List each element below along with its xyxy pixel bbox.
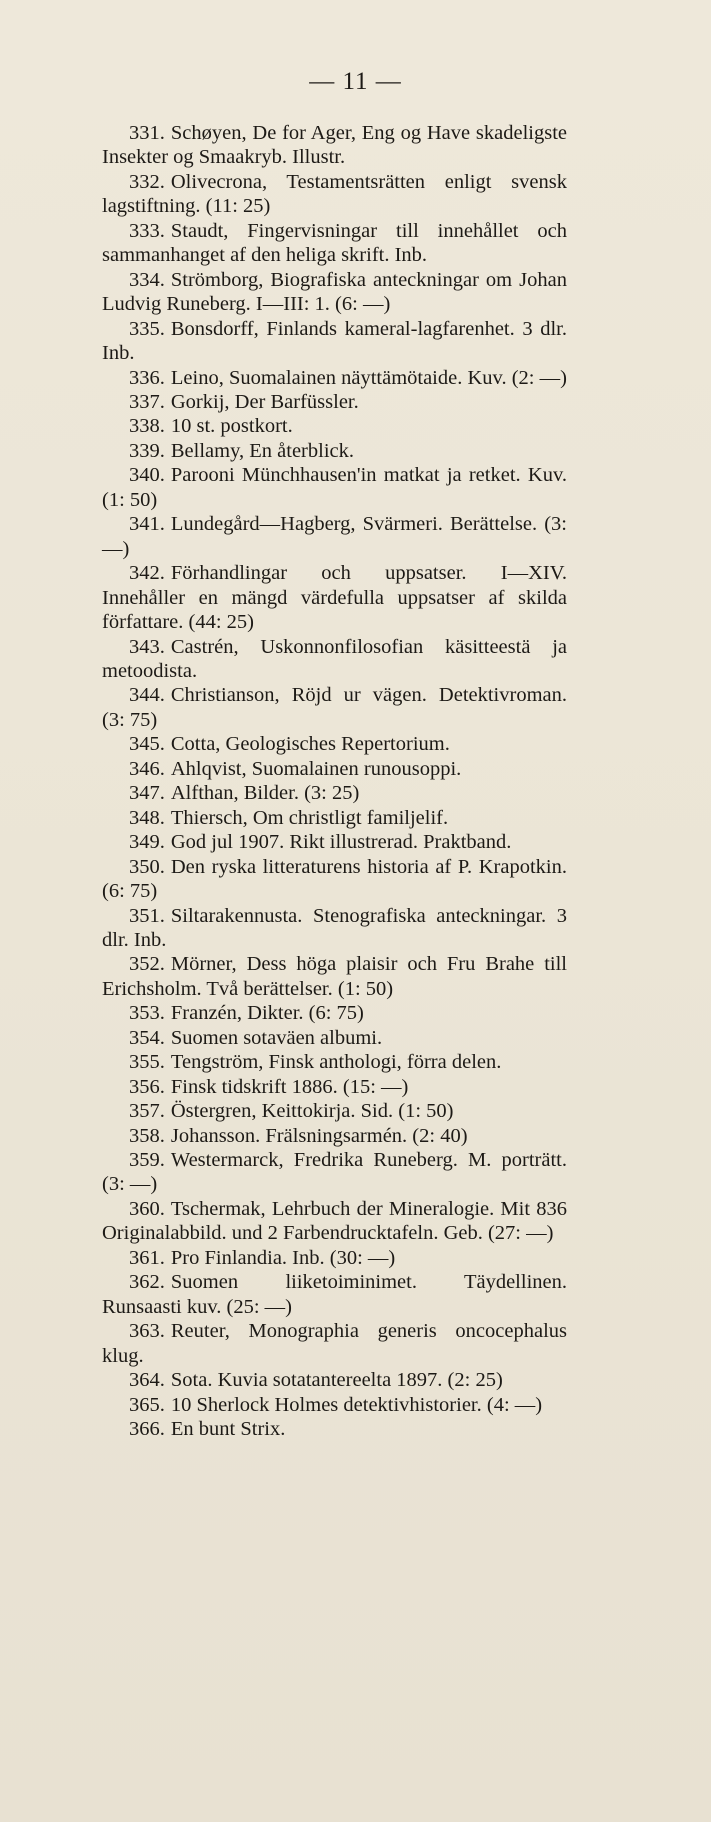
entry-number: 364.	[129, 1369, 165, 1392]
entry-number: 345.	[129, 733, 165, 756]
entry-text: Tschermak, Lehrbuch der Mineralogie. Mit 836 Originalabbild. und 2 Farbendrucktafeln. Geb. (27: —)	[102, 1197, 567, 1245]
entry-number: 341.	[129, 513, 165, 536]
entry-text: 10 st. postkort.	[170, 415, 293, 438]
entry-text: Franzén, Dikter. (6: 75)	[170, 1002, 364, 1025]
entry-text: Olivecrona, Testamentsrätten enligt svensk lagstiftning. (11: 25)	[102, 170, 567, 218]
catalog-entries	[102, 121, 567, 1441]
catalog-entry	[102, 1270, 567, 1319]
entry-number: 354.	[129, 1026, 165, 1049]
entry-text: Suomen sotaväen albumi.	[170, 1026, 383, 1049]
entry-text: Gorkij, Der Barfüssler.	[170, 390, 359, 413]
catalog-entry	[102, 268, 567, 317]
catalog-entry	[102, 855, 567, 904]
catalog-entry	[102, 121, 567, 170]
entry-text: Förhandlingar och uppsatser. I—XIV. Innehåller en mängd värdefulla uppsatser af skilda författare. (44: 25)	[102, 562, 567, 634]
entry-number: 356.	[129, 1075, 165, 1098]
entry-text: Christianson, Röjd ur vägen. Detektivroman. (3: 75)	[102, 684, 567, 731]
entry-number: 339.	[129, 439, 165, 462]
catalog-entry	[102, 170, 567, 219]
catalog-entry	[102, 1197, 567, 1246]
entry-number: 337.	[129, 390, 165, 413]
entry-text: Castrén, Uskonnonfilosofian käsitteestä ja metoodista.	[102, 635, 567, 682]
entry-number: 352.	[129, 953, 165, 976]
catalog-entry	[102, 781, 567, 805]
entry-number: 355.	[129, 1051, 165, 1074]
catalog-entry	[102, 952, 567, 1001]
entry-text: Siltarakennusta. Stenografiska anteckningar. 3 dlr. Inb.	[102, 904, 567, 951]
entry-number: 349.	[129, 831, 165, 854]
catalog-entry	[102, 904, 567, 953]
catalog-entry	[102, 414, 567, 438]
catalog-entry	[102, 317, 567, 366]
entry-number: 357.	[129, 1100, 165, 1123]
catalog-entry	[102, 1246, 567, 1270]
catalog-entry	[102, 1001, 567, 1025]
catalog-entry	[102, 1075, 567, 1099]
entry-text: Alfthan, Bilder. (3: 25)	[170, 782, 360, 805]
entry-text: Thiersch, Om christligt familjelif.	[170, 806, 449, 829]
catalog-entry	[102, 1050, 567, 1074]
entry-number: 332.	[129, 170, 165, 193]
catalog-entry	[102, 830, 567, 854]
entry-number: 359.	[129, 1149, 165, 1172]
entry-number: 360.	[129, 1197, 165, 1220]
entry-number: 348.	[129, 806, 165, 829]
catalog-entry	[102, 683, 567, 732]
catalog-entry	[102, 1393, 567, 1417]
entry-text: En bunt Strix.	[170, 1418, 286, 1441]
catalog-entry	[102, 463, 567, 512]
entry-number: 343.	[129, 635, 165, 658]
entry-text: Westermarck, Fredrika Runeberg. M. porträtt. (3: —)	[102, 1149, 567, 1196]
entry-number: 334.	[129, 268, 165, 291]
entry-text: Den ryska litteraturens historia af P. Krapotkin. (6: 75)	[102, 855, 567, 903]
entry-number: 335.	[129, 317, 165, 340]
catalog-entry	[102, 512, 567, 561]
catalog-entry	[102, 1148, 567, 1197]
entry-number: 351.	[129, 904, 165, 927]
entry-text: Mörner, Dess höga plaisir och Fru Brahe till Erichsholm. Två berättelser. (1: 50)	[102, 953, 567, 1000]
entry-text: Bellamy, En återblick.	[170, 439, 354, 462]
entry-text: Reuter, Monographia generis oncocephalus klug.	[102, 1320, 567, 1367]
entry-text: Bonsdorff, Finlands kameral-lagfarenhet. 3 dlr. Inb.	[102, 317, 567, 365]
catalog-entry	[102, 757, 567, 781]
entry-text: God jul 1907. Rikt illustrerad. Praktband.	[170, 831, 512, 854]
entry-text: Tengström, Finsk anthologi, förra delen.	[170, 1051, 502, 1074]
entry-number: 353.	[129, 1002, 165, 1025]
entry-number: 340.	[129, 464, 165, 487]
catalog-entry	[102, 439, 567, 463]
entry-number: 350.	[129, 855, 165, 878]
catalog-entry	[102, 1099, 567, 1123]
entry-text: Schøyen, De for Ager, Eng og Have skadeligste Insekter og Smaakryb. Illustr.	[102, 122, 567, 169]
entry-number: 344.	[129, 684, 165, 707]
entry-text: 10 Sherlock Holmes detektivhistorier. (4: —)	[170, 1393, 543, 1416]
entry-number: 347.	[129, 782, 165, 805]
catalog-entry	[102, 366, 567, 390]
entry-number: 331.	[129, 122, 165, 144]
entry-text: Strömborg, Biografiska anteckningar om Johan Ludvig Runeberg. I—III: 1. (6: —)	[102, 268, 567, 316]
catalog-entry	[102, 561, 567, 634]
entry-number: 365.	[129, 1393, 165, 1416]
catalog-entry	[102, 219, 567, 268]
entry-text: Lundegård—Hagberg, Svärmeri. Berättelse. (3: —)	[102, 513, 567, 560]
entry-number: 361.	[129, 1246, 165, 1269]
entry-number: 358.	[129, 1124, 165, 1147]
page-number: — 11 —	[309, 68, 402, 95]
entry-number: 346.	[129, 757, 165, 780]
entry-text: Parooni Münchhausen'in matkat ja retket. Kuv. (1: 50)	[102, 464, 567, 511]
catalog-entry	[102, 635, 567, 684]
entry-text: Cotta, Geologisches Repertorium.	[170, 733, 450, 756]
catalog-entry	[102, 1319, 567, 1368]
entry-text: Pro Finlandia. Inb. (30: —)	[170, 1246, 396, 1269]
entry-text: Suomen liiketoiminimet. Täydellinen. Runsaasti kuv. (25: —)	[102, 1271, 567, 1318]
entry-number: 338.	[129, 415, 165, 438]
entry-text: Finsk tidskrift 1886. (15: —)	[170, 1075, 409, 1098]
catalog-entry	[102, 1124, 567, 1148]
catalog-entry	[102, 1417, 567, 1441]
catalog-entry	[102, 390, 567, 414]
entry-text: Sota. Kuvia sotatantereelta 1897. (2: 25)	[170, 1369, 503, 1392]
entry-number: 336.	[129, 366, 165, 389]
entry-text: Ahlqvist, Suomalainen runousoppi.	[170, 757, 462, 780]
entry-number: 362.	[129, 1271, 165, 1294]
catalog-entry	[102, 806, 567, 830]
entry-text: Östergren, Keittokirja. Sid. (1: 50)	[170, 1100, 454, 1123]
entry-text: Staudt, Fingervisningar till innehållet och sammanhanget af den heliga skrift. Inb.	[102, 219, 567, 267]
entry-text: Leino, Suomalainen näyttämötaide. Kuv. (2: —)	[170, 366, 567, 389]
catalog-entry	[102, 732, 567, 756]
entry-number: 342.	[129, 562, 165, 585]
entry-text: Johansson. Frälsningsarmén. (2: 40)	[170, 1124, 468, 1147]
entry-number: 363.	[129, 1320, 165, 1343]
entry-number: 366.	[129, 1418, 165, 1441]
catalog-entry	[102, 1368, 567, 1392]
catalog-entry	[102, 1026, 567, 1050]
entry-number: 333.	[129, 219, 165, 242]
